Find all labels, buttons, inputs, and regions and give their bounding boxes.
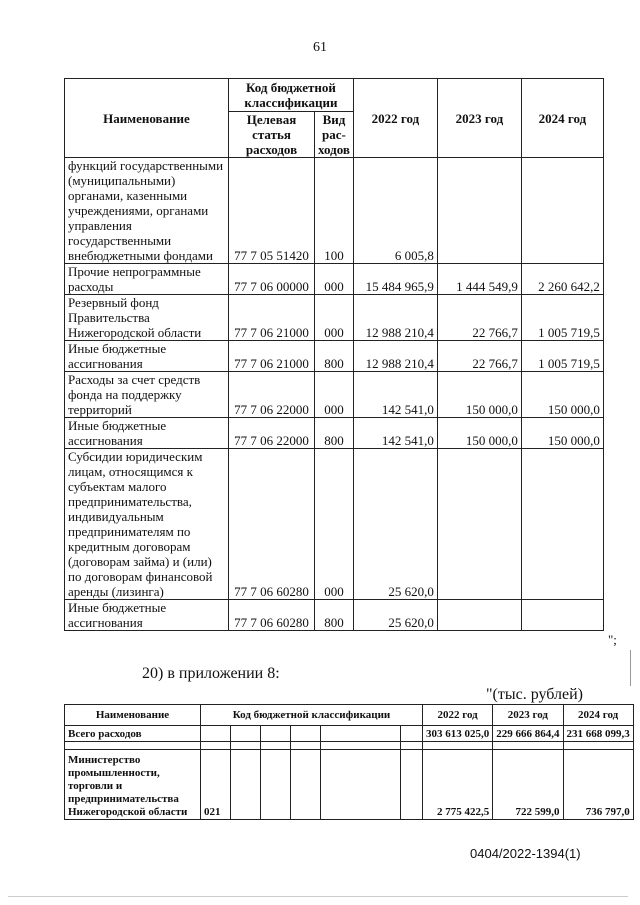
cell-y2024: 1 005 719,5 [521, 341, 603, 372]
header-name: Наименование [65, 79, 229, 158]
cell-y2023 [437, 449, 521, 600]
closing-mark: "; [608, 632, 617, 647]
total-row [65, 726, 634, 742]
page-number: 61 [313, 40, 327, 55]
cell-name: Иные бюджетные ассигнования [65, 341, 229, 372]
cell-y2023: 22 766,7 [437, 341, 521, 372]
cell-kind: 100 [315, 158, 354, 264]
scan-bottom-line [8, 896, 628, 897]
cell-y2023: 150 000,0 [437, 418, 521, 449]
cell-name: Иные бюджетные ассигнования [65, 600, 229, 631]
cell-y2022: 12 988 210,4 [353, 341, 437, 372]
cell-kind: 800 [315, 600, 354, 631]
expenditure-table [64, 78, 604, 631]
cell-name: Прочие непрограммные расходы [65, 264, 229, 295]
cell-name: Субсидии юридическим лицам, относящимся к субъектам малого предпринимательства, индивидуальным предпринимателям по кредитным договорам (договорам займа) и (или) по договорам финансовой аренды (лизинга) [65, 449, 229, 600]
cell-name: функций государственными (муниципальными) органами, казенными учреждениями, органами управления государственными внебюджетными фондами [65, 158, 229, 264]
t2-header-2022: 2022 год [423, 705, 493, 726]
cell-y2022: 15 484 965,9 [353, 264, 437, 295]
section-heading: 20) в приложении 8: [142, 665, 280, 682]
ministry-2023: 722 599,0 [493, 750, 563, 820]
appendix-8-table [64, 704, 634, 820]
document-code: 0404/2022-1394(1) [470, 846, 581, 861]
table-row [65, 264, 604, 295]
cell-y2024: 150 000,0 [521, 372, 603, 418]
cell-y2023 [437, 158, 521, 264]
cell-target: 77 7 06 00000 [229, 264, 315, 295]
total-2024: 231 668 099,3 [563, 726, 633, 742]
t2-header-code: Код бюджетной классификации [201, 705, 423, 726]
cell-target: 77 7 06 21000 [229, 341, 315, 372]
cell-y2024: 1 005 719,5 [521, 295, 603, 341]
cell-target: 77 7 05 51420 [229, 158, 315, 264]
scan-edge-mark [630, 650, 631, 686]
ministry-2022: 2 775 422,5 [423, 750, 493, 820]
table-row [65, 158, 604, 264]
cell-kind: 000 [315, 372, 354, 418]
header-target: Целевая статья расходов [229, 112, 315, 158]
cell-y2024 [521, 158, 603, 264]
t2-header-2023: 2023 год [493, 705, 563, 726]
cell-y2023: 150 000,0 [437, 372, 521, 418]
cell-y2022: 142 541,0 [353, 372, 437, 418]
table-row [65, 341, 604, 372]
cell-target: 77 7 06 21000 [229, 295, 315, 341]
header-code-group: Код бюджетной классификации [229, 79, 354, 112]
cell-name: Резервный фонд Правительства Нижегородской области [65, 295, 229, 341]
cell-y2022: 142 541,0 [353, 418, 437, 449]
cell-kind: 000 [315, 295, 354, 341]
cell-target: 77 7 06 60280 [229, 449, 315, 600]
cell-name: Иные бюджетные ассигнования [65, 418, 229, 449]
cell-y2024: 150 000,0 [521, 418, 603, 449]
t2-header-2024: 2024 год [563, 705, 633, 726]
cell-y2024 [521, 600, 603, 631]
table-row [65, 372, 604, 418]
total-name: Всего расходов [65, 726, 201, 742]
cell-y2024: 2 260 642,2 [521, 264, 603, 295]
header-2023: 2023 год [437, 79, 521, 158]
cell-name: Расходы за счет средств фонда на поддержку территорий [65, 372, 229, 418]
cell-kind: 000 [315, 264, 354, 295]
ministry-name: Министерство промышленности, торговли и предпринимательства Нижегородской области [65, 750, 201, 820]
t2-header-name: Наименование [65, 705, 201, 726]
cell-target: 77 7 06 22000 [229, 418, 315, 449]
cell-y2022: 25 620,0 [353, 600, 437, 631]
cell-target: 77 7 06 22000 [229, 372, 315, 418]
cell-target: 77 7 06 60280 [229, 600, 315, 631]
ministry-2024: 736 797,0 [563, 750, 633, 820]
cell-y2023: 22 766,7 [437, 295, 521, 341]
cell-kind: 000 [315, 449, 354, 600]
header-2024: 2024 год [521, 79, 603, 158]
cell-y2022: 6 005,8 [353, 158, 437, 264]
ministry-code: 021 [201, 750, 231, 820]
header-kind: Вид рас-ходов [315, 112, 354, 158]
cell-y2023: 1 444 549,9 [437, 264, 521, 295]
total-2022: 303 613 025,0 [423, 726, 493, 742]
ministry-row [65, 750, 634, 820]
total-2023: 229 666 864,4 [493, 726, 563, 742]
unit-label: "(тыс. рублей) [486, 686, 583, 703]
cell-y2022: 25 620,0 [353, 449, 437, 600]
cell-y2023 [437, 600, 521, 631]
table-row [65, 600, 604, 631]
cell-kind: 800 [315, 341, 354, 372]
header-2022: 2022 год [353, 79, 437, 158]
table-row [65, 418, 604, 449]
cell-y2022: 12 988 210,4 [353, 295, 437, 341]
table-row [65, 295, 604, 341]
table-row [65, 449, 604, 600]
cell-kind: 800 [315, 418, 354, 449]
cell-y2024 [521, 449, 603, 600]
